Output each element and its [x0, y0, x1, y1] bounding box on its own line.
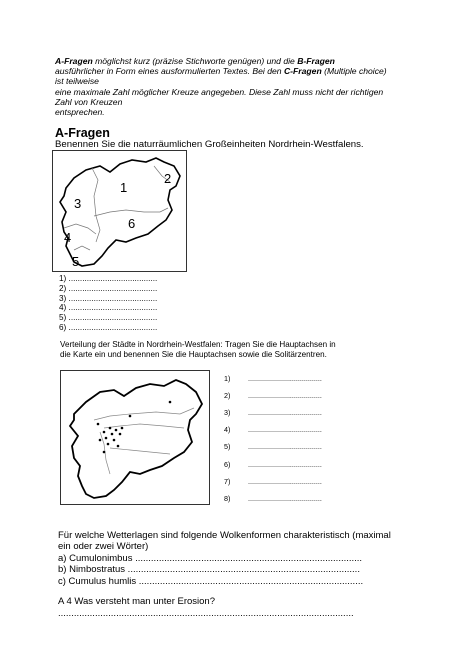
answer-line[interactable]: .....................................: [248, 391, 322, 400]
instructions-text: entsprechen.: [55, 107, 105, 118]
question-1: Benennen Sie die naturräumlichen Großeinheiten Nordrhein-Westfalens.: [55, 139, 364, 150]
answer-line[interactable]: a) Cumulonimbus ......................................................................................: [58, 552, 363, 564]
answer-row[interactable]: [224, 374, 322, 383]
answer-row[interactable]: [224, 391, 322, 400]
question-4: [58, 596, 354, 619]
answer-number: 6): [224, 460, 231, 469]
instructions-text: eine maximale Zahl möglicher Kreuze angegeben. Diese Zahl muss nicht der richtigen: [55, 86, 384, 97]
region-label-3: 3: [74, 196, 82, 211]
answer-line[interactable]: 5) .......................................: [59, 313, 158, 323]
answer-number: 1): [224, 374, 231, 383]
region-label-6: 6: [128, 216, 136, 231]
answer-row[interactable]: [224, 408, 322, 417]
answer-number: 2): [224, 391, 231, 400]
answer-line[interactable]: .....................................: [248, 442, 322, 451]
answer-line[interactable]: ................................................................................................................: [58, 607, 354, 619]
question-2: [60, 340, 360, 361]
answer-line[interactable]: 6) .......................................: [59, 322, 158, 332]
answer-number: 7): [224, 477, 231, 486]
answer-number: 8): [224, 494, 231, 503]
question-3-line: ein oder zwei Wörter): [58, 541, 149, 553]
answer-line[interactable]: .....................................: [248, 494, 322, 503]
answer-line[interactable]: .....................................: [248, 477, 322, 486]
instructions-text: Zahl von Kreuzen: [55, 96, 123, 107]
region-label-1: 1: [120, 180, 128, 195]
c-fragen-label: C-Fragen: [283, 66, 322, 77]
region-label-4: 4: [64, 230, 72, 245]
region-label-2: 2: [164, 171, 172, 186]
answer-line[interactable]: c) Cumulus humlis .....................................................................................: [58, 575, 364, 587]
instructions-text: ausführlicher in Form eines ausformulierten Textes. Bei den: [55, 66, 284, 77]
answer-number: 5): [224, 442, 231, 451]
question-2-line: Verteilung der Städte in Nordrhein-Westfalen: Tragen Sie die Hauptachsen in: [60, 340, 336, 349]
answer-row[interactable]: [224, 494, 322, 503]
answer-line[interactable]: 4) .......................................: [59, 303, 158, 313]
answer-line[interactable]: 2) .......................................: [59, 283, 158, 293]
answer-line[interactable]: .....................................: [248, 425, 322, 434]
answer-row[interactable]: [224, 442, 322, 451]
instructions-text: ist teilweise: [55, 76, 99, 87]
answer-line[interactable]: 1) .......................................: [59, 274, 158, 283]
answer-number: 4): [224, 425, 231, 434]
answer-line[interactable]: .....................................: [248, 374, 322, 383]
answer-row[interactable]: [224, 425, 322, 434]
instructions: [55, 56, 420, 117]
answer-row[interactable]: [224, 477, 322, 486]
section-heading: A-Fragen: [55, 126, 110, 140]
answer-line[interactable]: 3) .......................................: [59, 293, 158, 303]
answer-line[interactable]: .....................................: [248, 408, 322, 417]
question-3-line: Für welche Wetterlagen sind folgende Wolkenformen charakteristisch (maximal: [58, 530, 391, 541]
nrw-regions-map: [52, 150, 187, 272]
nrw-cities-map: [60, 370, 210, 505]
answer-list-1: [59, 274, 157, 333]
question-4-title: A 4 Was versteht man unter Erosion?: [58, 596, 216, 607]
instructions-text: möglichst kurz (präzise Stichworte genügen) und die: [92, 56, 298, 66]
answer-line[interactable]: .....................................: [248, 460, 322, 469]
region-label-5: 5: [72, 254, 80, 269]
answer-number: 3): [224, 408, 231, 417]
answer-row[interactable]: [224, 460, 322, 469]
instructions-text: (Multiple choice): [321, 66, 387, 77]
question-3: [58, 530, 398, 587]
b-fragen-label: B-Fragen: [297, 56, 335, 66]
question-2-line: die Karte ein und benennen Sie die Hauptachsen sowie die Solitärzentren.: [60, 350, 327, 360]
a-fragen-label: A-Fragen: [55, 56, 93, 66]
answer-line[interactable]: b) Nimbostratus ........................................................................................: [58, 564, 360, 576]
